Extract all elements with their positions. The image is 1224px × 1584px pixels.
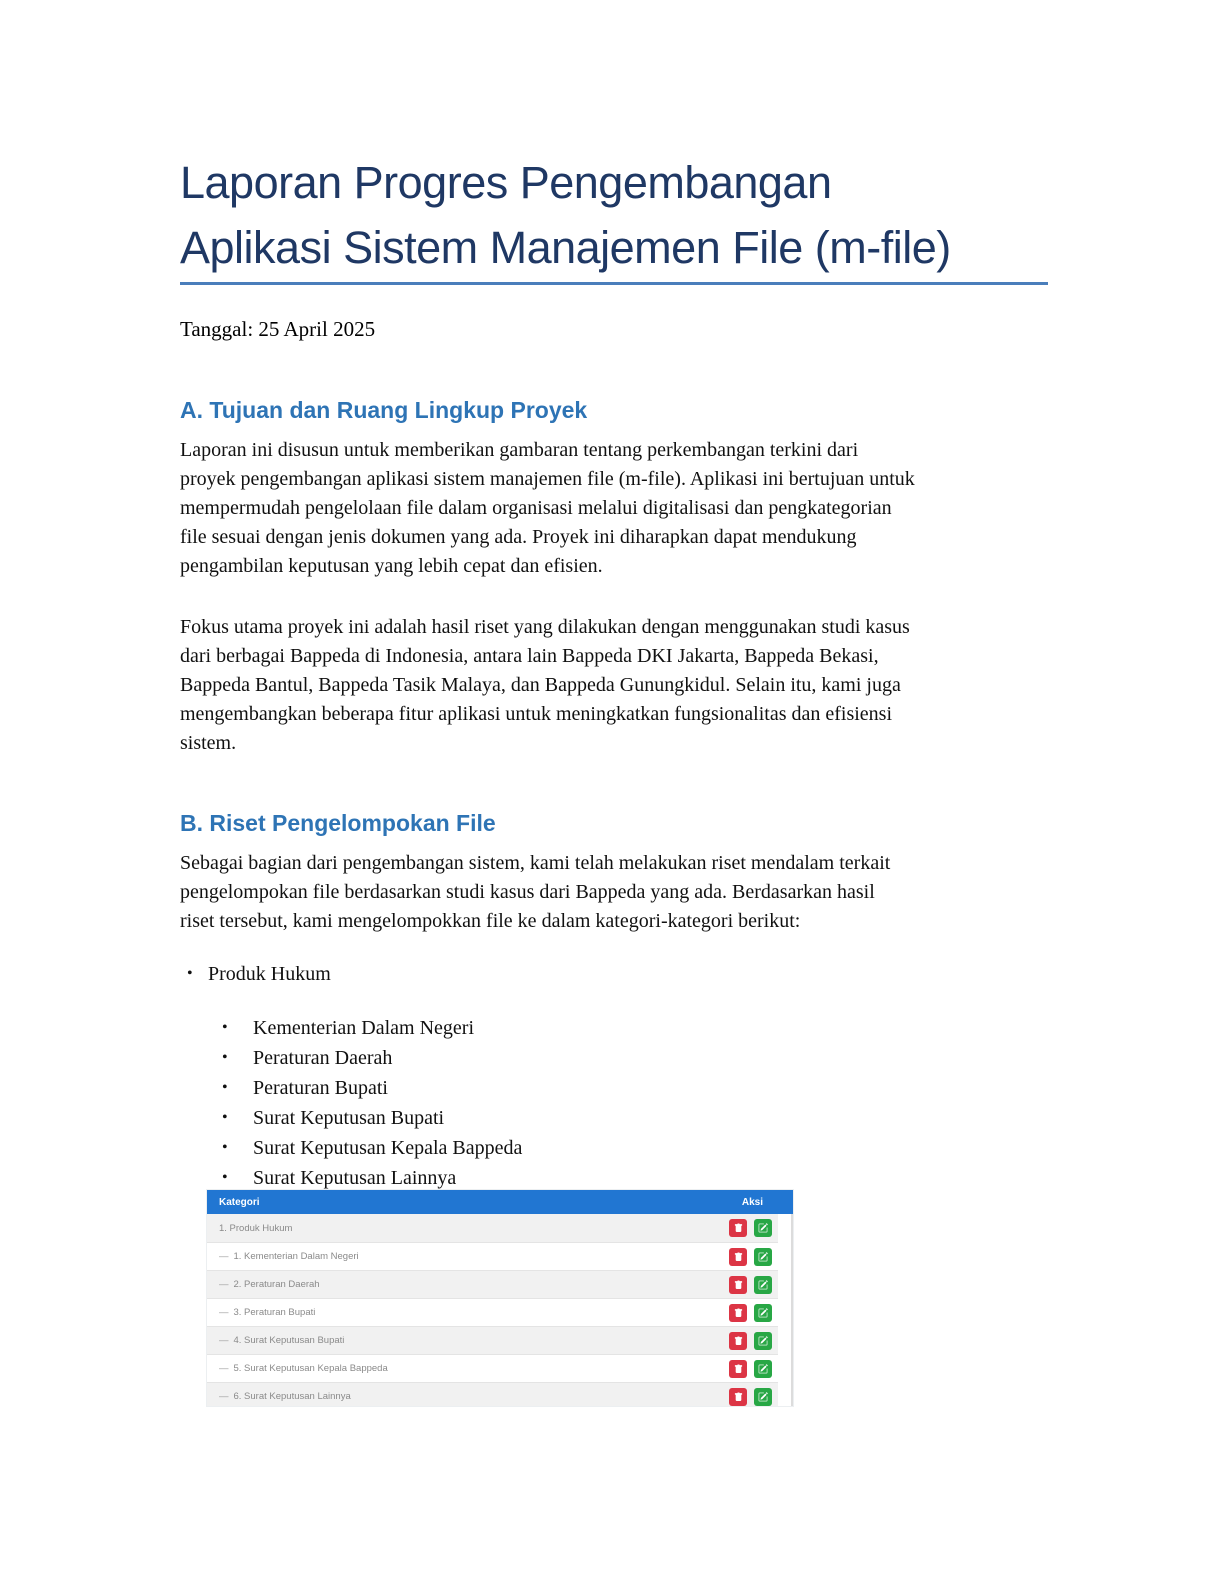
edit-button[interactable]: [754, 1276, 772, 1294]
text-line: sistem.: [180, 732, 237, 754]
category-row-label: 2. Peraturan Daerah: [233, 1279, 320, 1290]
bullet-dot-icon: •: [222, 1109, 228, 1126]
category-row-label: 5. Surat Keputusan Kepala Bappeda: [233, 1363, 388, 1374]
sub-bullet-item: [180, 1163, 1048, 1193]
delete-button[interactable]: [729, 1304, 747, 1322]
edit-pencil-icon: [758, 1280, 768, 1290]
category-row-label: 1. Kementerian Dalam Negeri: [233, 1251, 359, 1262]
bullet-item-label: Produk Hukum: [208, 963, 331, 985]
aksi-column-header: Aksi: [741, 1196, 763, 1208]
table-row: [207, 1242, 793, 1270]
bullet-dot-icon: •: [222, 1049, 228, 1066]
document-title-line-2: Aplikasi Sistem Manajemen File (m-file): [180, 222, 951, 273]
delete-button[interactable]: [729, 1219, 747, 1237]
date-line: Tanggal: 25 April 2025: [180, 317, 376, 341]
category-row-label: 1. Produk Hukum: [219, 1222, 293, 1234]
edit-pencil-icon: [758, 1308, 768, 1318]
table-row: [207, 1382, 793, 1406]
text-line: Laporan ini disusun untuk memberikan gambaran tentang perkembangan terkini dari: [180, 439, 859, 461]
row-actions: [729, 1360, 772, 1378]
edit-pencil-icon: [758, 1252, 768, 1262]
section-a-paragraph-2: [180, 613, 1048, 758]
indent-dash: —: [219, 1279, 228, 1290]
delete-button[interactable]: [729, 1388, 747, 1406]
text-line: riset tersebut, kami mengelompokkan file ke dalam kategori-kategori berikut:: [180, 910, 801, 932]
sub-bullet-item: [180, 1043, 1048, 1073]
row-actions: [729, 1332, 772, 1350]
trash-icon: [734, 1223, 743, 1233]
edit-button[interactable]: [754, 1360, 772, 1378]
row-actions: [729, 1388, 772, 1406]
edit-pencil-icon: [758, 1364, 768, 1374]
trash-icon: [734, 1308, 743, 1318]
edit-button[interactable]: [754, 1219, 772, 1237]
document-title: [180, 150, 1048, 280]
text-line: pengambilan keputusan yang lebih cepat dan efisien.: [180, 555, 603, 577]
text-line: dari berbagai Bappeda di Indonesia, antara lain Bappeda DKI Jakarta, Bappeda Bekasi,: [180, 645, 879, 667]
text-line: file sesuai dengan jenis dokumen yang ada. Proyek ini diharapkan dapat mendukung: [180, 526, 857, 548]
text-line: mengembangkan beberapa fitur aplikasi untuk meningkatkan fungsionalitas dan efisiensi: [180, 703, 893, 725]
delete-button[interactable]: [729, 1360, 747, 1378]
delete-button[interactable]: [729, 1276, 747, 1294]
row-actions: [729, 1304, 772, 1322]
delete-button[interactable]: [729, 1248, 747, 1266]
row-actions: [729, 1276, 772, 1294]
edit-pencil-icon: [758, 1392, 768, 1402]
table-row: [207, 1354, 793, 1382]
table-row: [207, 1270, 793, 1298]
category-row-label: 3. Peraturan Bupati: [233, 1307, 316, 1318]
section-a-paragraph-1: [180, 436, 1048, 581]
trash-icon: [734, 1392, 743, 1402]
sub-bullet-label: Surat Keputusan Bupati: [253, 1107, 445, 1129]
edit-pencil-icon: [758, 1223, 768, 1233]
text-line: mempermudah pengelolaan file dalam organisasi melalui digitalisasi dan pengkategorian: [180, 497, 892, 519]
table-row: [207, 1214, 793, 1242]
edit-button[interactable]: [754, 1248, 772, 1266]
edit-button[interactable]: [754, 1304, 772, 1322]
sub-bullet-label: Kementerian Dalam Negeri: [253, 1017, 475, 1039]
sub-bullet-item: [180, 1103, 1048, 1133]
table-row: [207, 1326, 793, 1354]
sub-bullet-item: [180, 1013, 1048, 1043]
indent-dash: —: [219, 1363, 228, 1374]
kategori-column-header: Kategori: [219, 1196, 260, 1208]
embedded-table-screenshot: [207, 1190, 793, 1406]
trash-icon: [734, 1336, 743, 1346]
table-scrollbar-gutter[interactable]: [778, 1214, 793, 1406]
text-line: pengelompokan file berdasarkan studi kasus dari Bappeda yang ada. Berdasarkan hasil: [180, 881, 875, 903]
section-b-paragraph: [180, 849, 1048, 936]
edit-pencil-icon: [758, 1336, 768, 1346]
category-row-label: 6. Surat Keputusan Lainnya: [233, 1391, 351, 1402]
trash-icon: [734, 1364, 743, 1374]
indent-dash: —: [219, 1391, 228, 1402]
table-header-bar: [207, 1190, 793, 1214]
sub-bullet-label: Surat Keputusan Lainnya: [253, 1167, 457, 1189]
sub-bullet-item: [180, 1133, 1048, 1163]
title-underline-rule: [180, 282, 1048, 285]
category-row-label: 4. Surat Keputusan Bupati: [233, 1335, 345, 1346]
section-b-heading: B. Riset Pengelompokan File: [180, 810, 496, 836]
indent-dash: —: [219, 1335, 228, 1346]
text-line: Bappeda Bantul, Bappeda Tasik Malaya, dan Bappeda Gunungkidul. Selain itu, kami juga: [180, 674, 901, 696]
bullet-item-produk-hukum: [180, 959, 1048, 989]
bullet-dot-icon: •: [222, 1019, 228, 1036]
trash-icon: [734, 1252, 743, 1262]
row-actions: [729, 1219, 772, 1237]
row-actions: [729, 1248, 772, 1266]
document-title-line-1: Laporan Progres Pengembangan: [180, 157, 832, 208]
table-body: [207, 1214, 793, 1406]
edit-button[interactable]: [754, 1388, 772, 1406]
sub-bullet-label: Surat Keputusan Kepala Bappeda: [253, 1137, 523, 1159]
text-line: Fokus utama proyek ini adalah hasil riset yang dilakukan dengan menggunakan studi kasus: [180, 616, 910, 638]
sub-bullet-label: Peraturan Bupati: [253, 1077, 388, 1099]
indent-dash: —: [219, 1307, 228, 1318]
table-row: [207, 1298, 793, 1326]
sub-bullet-label: Peraturan Daerah: [253, 1047, 393, 1069]
section-a-heading: A. Tujuan dan Ruang Lingkup Proyek: [180, 397, 588, 423]
text-line: proyek pengembangan aplikasi sistem manajemen file (m-file). Aplikasi ini bertujuan untuk: [180, 468, 915, 490]
bullet-dot-icon: •: [222, 1079, 228, 1096]
text-line: Sebagai bagian dari pengembangan sistem, kami telah melakukan riset mendalam terkait: [180, 852, 891, 874]
sub-bullet-item: [180, 1073, 1048, 1103]
sub-bullet-list: [180, 1013, 1048, 1193]
bullet-dot-icon: •: [222, 1169, 228, 1186]
edit-button[interactable]: [754, 1332, 772, 1350]
delete-button[interactable]: [729, 1332, 747, 1350]
bullet-dot-icon: •: [187, 965, 193, 982]
bullet-dot-icon: •: [222, 1139, 228, 1156]
trash-icon: [734, 1280, 743, 1290]
indent-dash: —: [219, 1251, 228, 1262]
